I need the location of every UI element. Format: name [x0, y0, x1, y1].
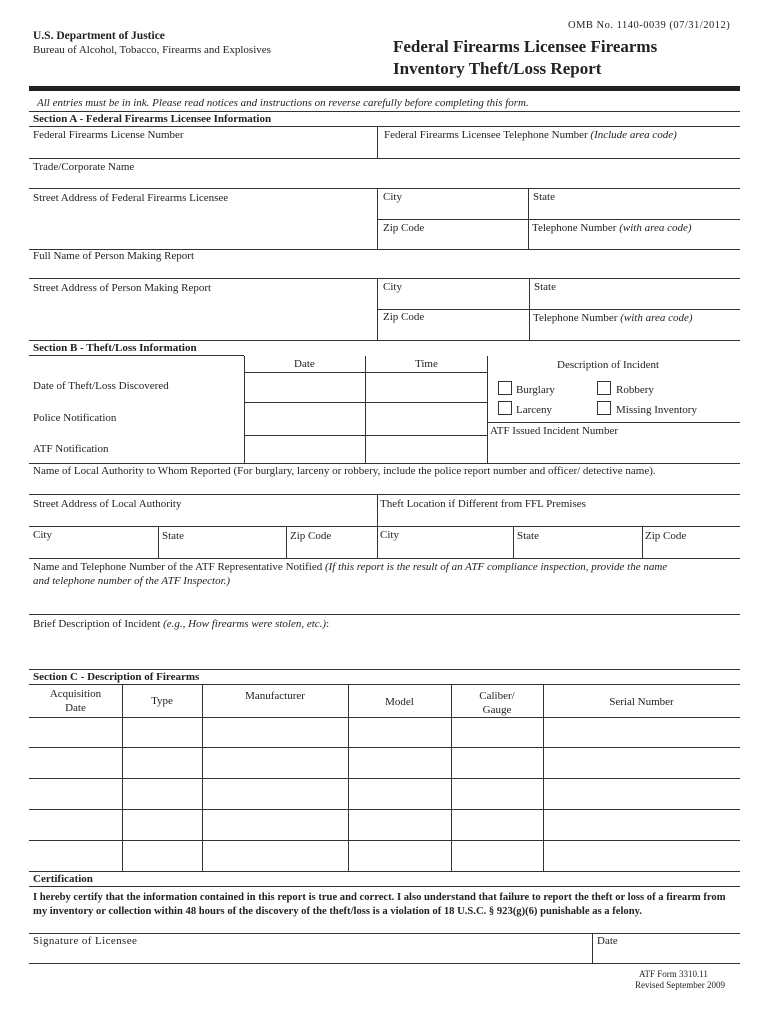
col-description: Description of Incident — [557, 359, 660, 371]
certification-title: Certification — [33, 873, 93, 885]
divider — [29, 558, 740, 559]
zip-label: Zip Code — [383, 222, 425, 234]
robbery-checkbox[interactable] — [597, 381, 611, 395]
state-label: State — [533, 191, 555, 203]
brief-desc-colon: : — [326, 618, 330, 630]
divider — [29, 778, 740, 779]
divider — [377, 219, 740, 220]
zip-label: Zip Code — [290, 530, 332, 542]
city-label: City — [383, 281, 402, 293]
atf-incident-label: ATF Issued Incident Number — [490, 425, 619, 437]
row-atf: ATF Notification — [33, 443, 109, 455]
ffl-phone-label — [384, 129, 677, 141]
atf-rep-note-2: and telephone number of the ATF Inspector.) — [33, 575, 231, 587]
divider — [29, 463, 740, 464]
divider — [29, 840, 740, 841]
phone-label — [533, 312, 693, 324]
revised-date: Revised September 2009 — [635, 980, 725, 990]
section-c-title: Section C - Description of Firearms — [33, 671, 200, 683]
divider — [642, 526, 643, 558]
theft-location-label: Theft Location if Different from FFL Premises — [380, 498, 586, 510]
divider — [244, 402, 487, 403]
col-caliber-1: Caliber/ — [479, 690, 515, 702]
divider — [29, 871, 740, 872]
omb-number: OMB No. 1140-0039 (07/31/2012) — [568, 20, 731, 31]
divider — [29, 669, 740, 670]
col-acq-date-1: Acquisition — [49, 688, 102, 700]
robbery-label: Robbery — [616, 384, 654, 396]
burglary-checkbox[interactable] — [498, 381, 512, 395]
divider — [29, 684, 740, 685]
state-label: State — [162, 530, 184, 542]
missing-inventory-label: Missing Inventory — [616, 404, 697, 416]
city-label: City — [380, 529, 399, 541]
divider — [286, 526, 287, 558]
phone-note: (with area code) — [620, 312, 693, 324]
col-model: Model — [385, 696, 414, 708]
form-title-line1: Federal Firearms Licensee Firearms — [393, 37, 658, 56]
col-serial: Serial Number — [609, 696, 674, 708]
license-number-label: Federal Firearms License Number — [33, 129, 184, 141]
divider — [29, 355, 244, 356]
divider — [29, 809, 740, 810]
bureau-name: Bureau of Alcohol, Tobacco, Firearms and Explosives — [33, 44, 271, 56]
divider — [29, 111, 740, 112]
divider — [29, 494, 740, 495]
divider — [29, 717, 740, 718]
row-discovered: Date of Theft/Loss Discovered — [33, 380, 169, 392]
divider — [513, 526, 514, 558]
city-label: City — [383, 191, 402, 203]
divider — [244, 435, 487, 436]
atf-rep-label — [33, 561, 667, 573]
street-ffl-label: Street Address of Federal Firearms Licensee — [33, 192, 229, 204]
divider — [29, 963, 740, 964]
form-title-line2: Inventory Theft/Loss Report — [393, 59, 602, 78]
divider — [592, 933, 593, 963]
department-name: U.S. Department of Justice — [33, 30, 165, 42]
col-time: Time — [415, 358, 438, 370]
col-manufacturer: Manufacturer — [245, 690, 305, 702]
zip-label: Zip Code — [383, 311, 425, 323]
divider — [244, 372, 487, 373]
missing-inventory-checkbox[interactable] — [597, 401, 611, 415]
divider — [29, 614, 740, 615]
divider — [29, 158, 740, 159]
local-authority-label: Name of Local Authority to Whom Reported (For burglary, larceny or robbery, include the police report number and officer/ detective name). — [33, 465, 656, 477]
divider — [377, 309, 740, 310]
phone-note: (with area code) — [619, 222, 692, 234]
section-a-title: Section A - Federal Firearms Licensee Information — [33, 113, 272, 125]
row-police: Police Notification — [33, 412, 117, 424]
phone-label — [532, 222, 692, 234]
zip-label: Zip Code — [645, 530, 687, 542]
col-acq-date-2: Date — [65, 702, 86, 714]
col-date: Date — [294, 358, 315, 370]
divider — [29, 340, 740, 341]
header-rule — [29, 86, 740, 91]
ffl-phone-text: Federal Firearms Licensee Telephone Number — [384, 129, 588, 141]
signature-label: Signature of Licensee — [33, 935, 138, 947]
form-number: ATF Form 3310.11 — [639, 969, 708, 979]
divider — [487, 356, 488, 463]
city-label: City — [33, 529, 52, 541]
certification-text: I hereby certify that the information contained in this report is true and correct. I also understand that failure to report the theft or loss of a firearm from my inventory or collection within 48 hours of the discovery of the theft/loss is a violation of 18 U.S.C. § 923(g)(6) punishable as a felony. — [33, 892, 726, 917]
divider — [29, 886, 740, 887]
col-type: Type — [151, 695, 173, 707]
larceny-checkbox[interactable] — [498, 401, 512, 415]
divider — [29, 933, 740, 934]
date-label: Date — [597, 935, 618, 947]
state-label: State — [517, 530, 539, 542]
divider — [377, 126, 378, 158]
divider — [29, 278, 740, 279]
divider — [29, 747, 740, 748]
burglary-label: Burglary — [516, 384, 555, 396]
divider — [29, 126, 740, 127]
brief-desc-text: Brief Description of Incident — [33, 618, 161, 630]
street-person-label: Street Address of Person Making Report — [33, 282, 212, 294]
phone-text: Telephone Number — [533, 312, 618, 324]
state-label: State — [534, 281, 556, 293]
ffl-phone-note: (Include area code) — [590, 129, 677, 141]
brief-desc-note: (e.g., How firearms were stolen, etc.) — [163, 618, 327, 630]
trade-name-label: Trade/Corporate Name — [33, 161, 135, 173]
atf-rep-text: Name and Telephone Number of the ATF Representative Notified — [33, 561, 323, 573]
section-b-title: Section B - Theft/Loss Information — [33, 342, 197, 354]
atf-rep-note: (If this report is the result of an ATF compliance inspection, provide the name — [324, 561, 668, 573]
divider — [29, 188, 740, 189]
brief-desc-label — [33, 618, 329, 630]
phone-text: Telephone Number — [532, 222, 617, 234]
col-caliber-2: Gauge — [482, 704, 512, 716]
full-name-label: Full Name of Person Making Report — [33, 250, 195, 262]
divider — [487, 422, 740, 423]
street-local-label: Street Address of Local Authority — [33, 498, 182, 510]
divider — [158, 526, 159, 558]
larceny-label: Larceny — [516, 404, 553, 416]
divider — [29, 526, 740, 527]
instructions-text: All entries must be in ink. Please read notices and instructions on reverse carefully before completing this form. — [37, 97, 529, 109]
